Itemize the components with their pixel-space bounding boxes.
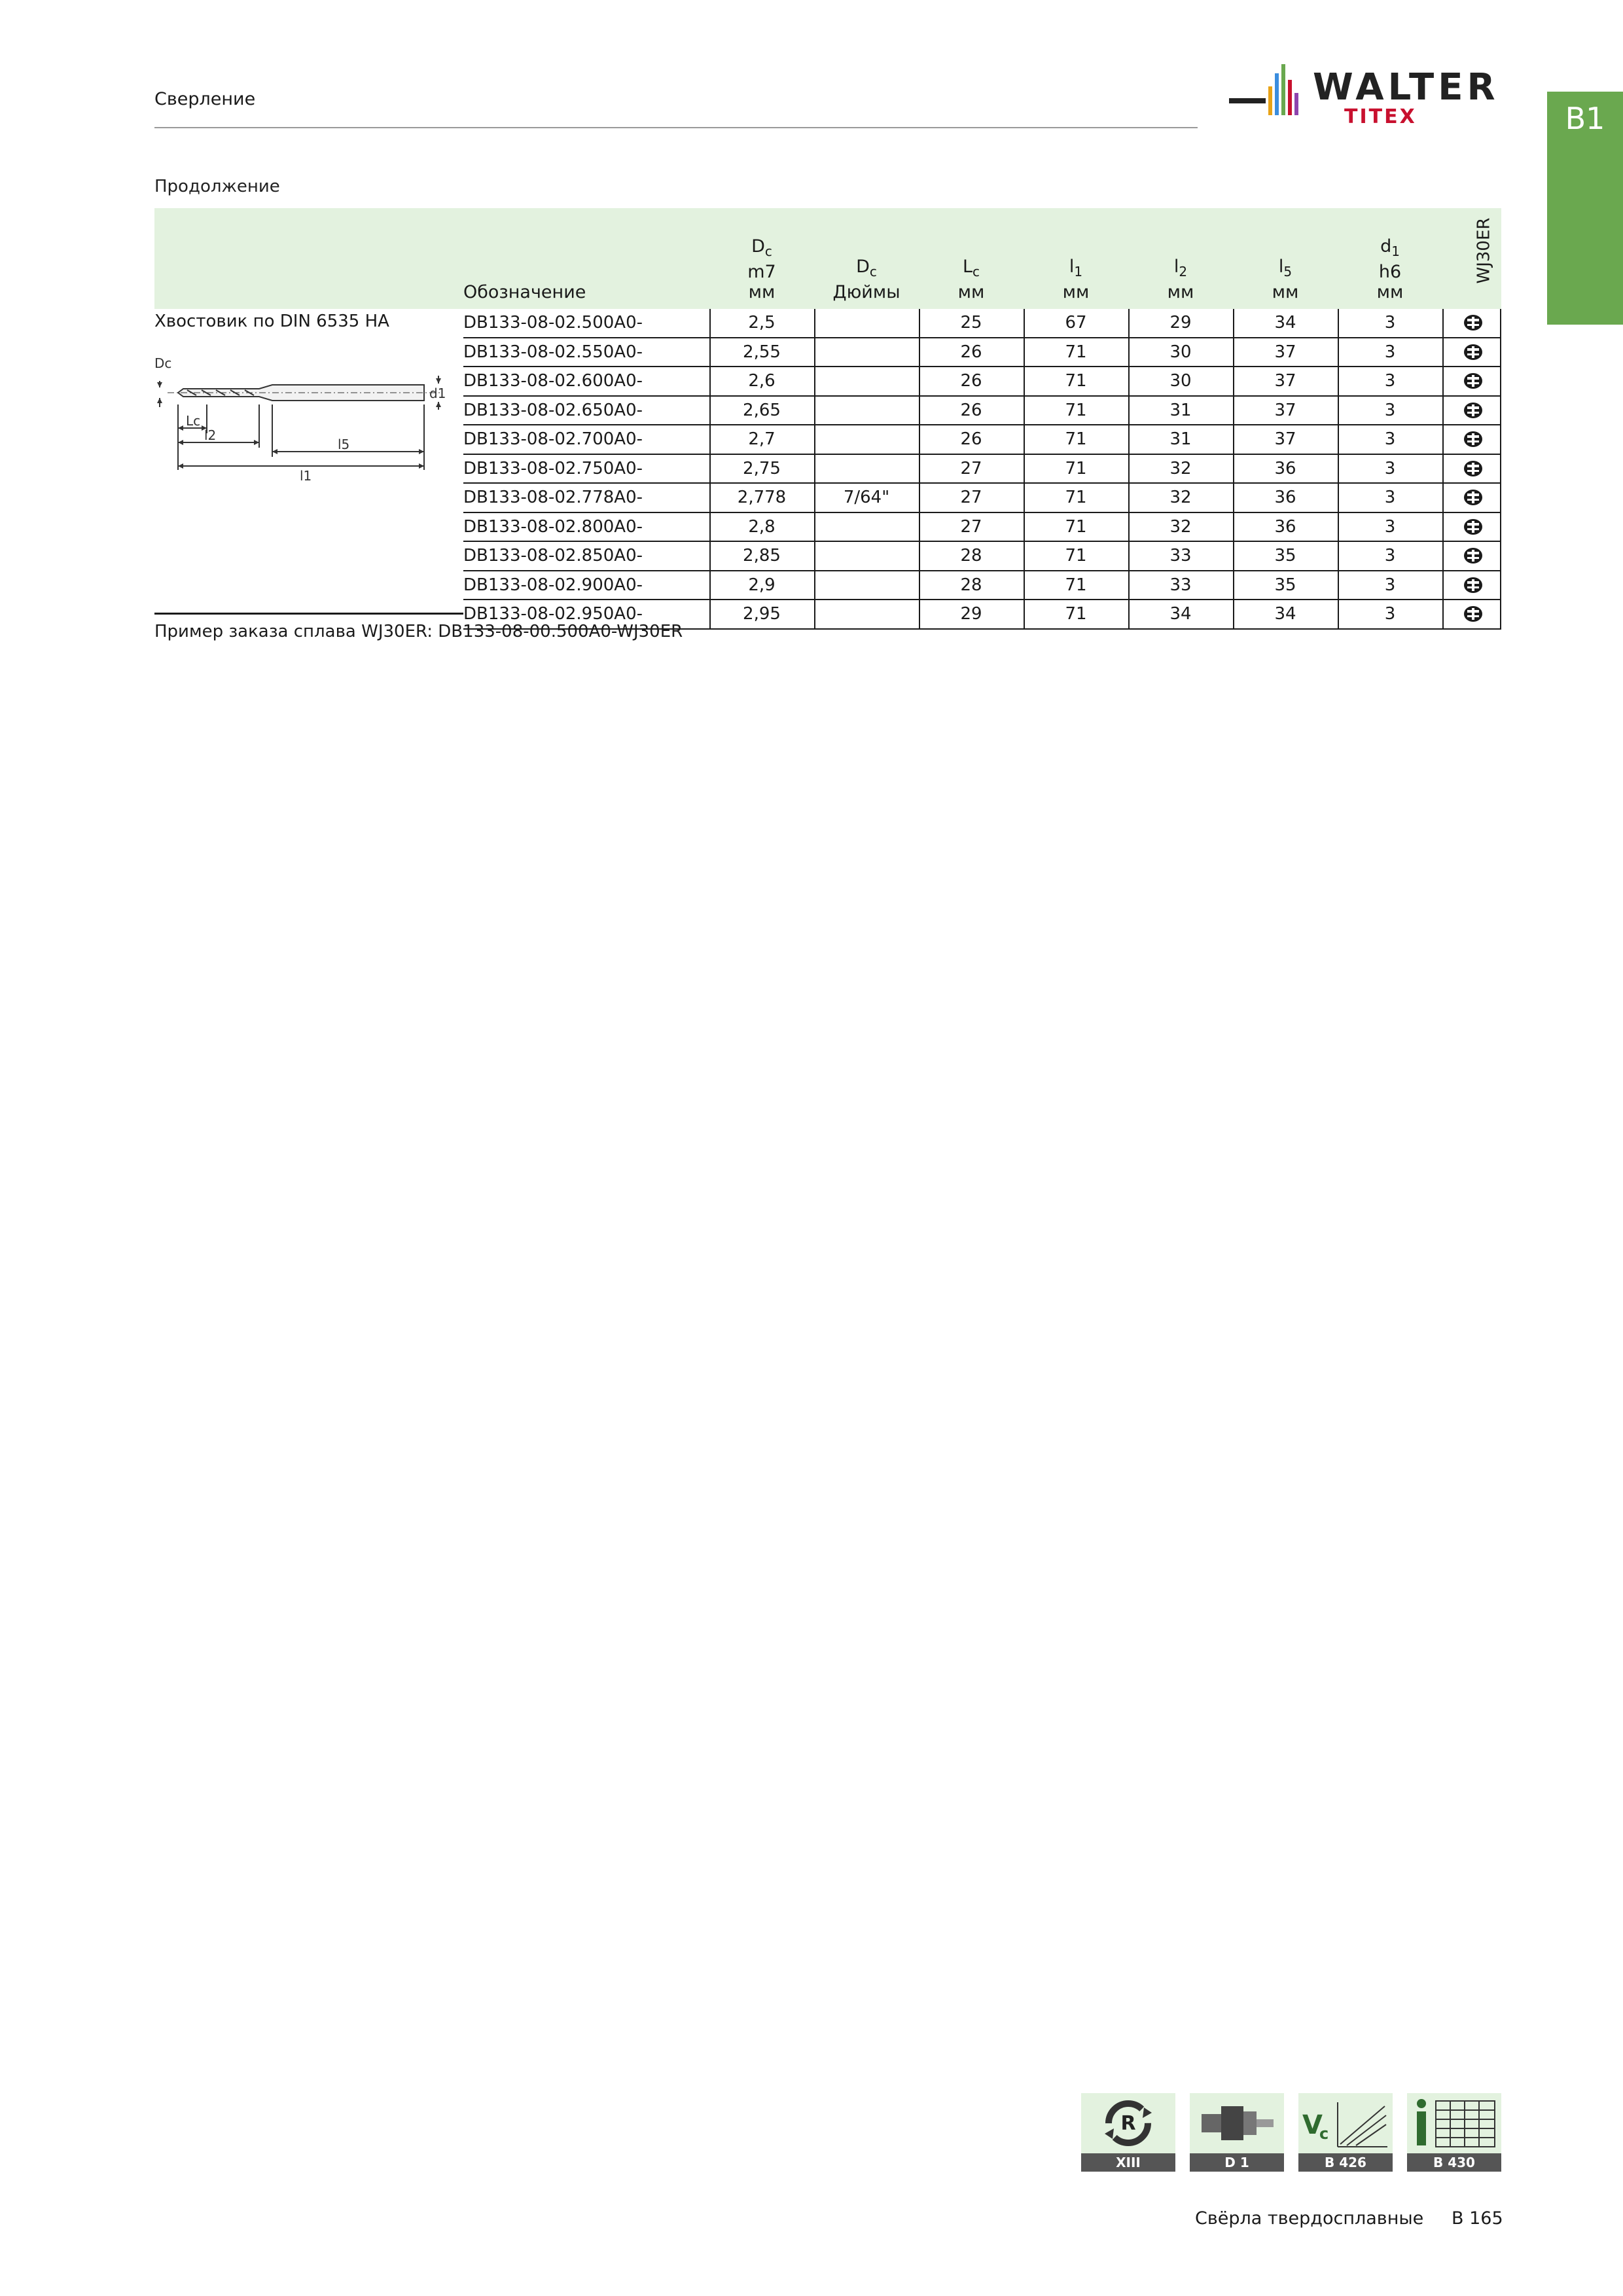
cell-d1: 3	[1384, 371, 1396, 391]
svg-text:V: V	[1302, 2110, 1323, 2140]
col-l1: $l_1$ мм	[1062, 257, 1090, 302]
table-header	[154, 208, 1501, 309]
column-divider	[1024, 484, 1025, 512]
page-number: B 165	[1452, 2208, 1503, 2229]
cell-designation: DB133-08-02.550A0-	[463, 342, 643, 362]
column-divider	[709, 367, 711, 395]
cell-d1: 3	[1384, 488, 1396, 507]
cell-l1: 71	[1065, 516, 1087, 537]
table-row	[463, 542, 1501, 571]
cell-l5: 36	[1274, 458, 1296, 478]
cell-d1: 3	[1384, 342, 1396, 362]
column-divider	[1442, 338, 1444, 367]
cell-dc-inch	[814, 309, 919, 337]
cell-dc: 2,8	[748, 516, 776, 537]
col-l5: $l_5$ мм	[1272, 257, 1299, 302]
column-divider	[814, 600, 815, 628]
grade-available-icon	[1463, 344, 1483, 361]
grade-available-icon	[1463, 605, 1483, 622]
col-designation: Обозначение	[463, 282, 586, 302]
cell-d1: 3	[1384, 546, 1396, 565]
table-row	[463, 367, 1501, 397]
cutting-speed-icon[interactable]	[1298, 2093, 1393, 2172]
column-divider	[709, 338, 711, 367]
cell-l2: 33	[1169, 546, 1192, 565]
cell-l2: 34	[1169, 604, 1192, 624]
column-divider	[1338, 338, 1339, 367]
cell-dc: 2,85	[743, 546, 781, 565]
column-divider	[1024, 425, 1025, 454]
cell-dc-inch	[814, 338, 919, 367]
cell-l1: 71	[1065, 429, 1087, 449]
drill-dimension-drawing	[154, 352, 455, 483]
column-divider	[1442, 455, 1444, 483]
cell-d1: 3	[1384, 575, 1396, 595]
column-divider	[1500, 484, 1501, 512]
cell-l2: 33	[1169, 575, 1192, 595]
cell-l2: 30	[1169, 371, 1192, 391]
column-divider	[919, 484, 920, 512]
info-table-icon[interactable]	[1407, 2093, 1501, 2172]
column-divider	[1442, 513, 1444, 541]
cell-l5: 34	[1274, 313, 1296, 332]
column-divider	[709, 571, 711, 600]
column-divider	[1233, 425, 1234, 454]
column-divider	[1024, 309, 1025, 337]
column-divider	[1233, 455, 1234, 483]
header-divider	[154, 127, 1198, 128]
order-example: Пример заказа сплава WJ30ER: DB133-08-00.500A0-WJ30ER	[154, 622, 683, 641]
column-divider	[1500, 513, 1501, 541]
column-divider	[1233, 397, 1234, 425]
col-dc-inch: $D_c$ Дюймы	[832, 257, 901, 302]
cell-l1: 71	[1065, 342, 1087, 362]
column-divider	[1024, 397, 1025, 425]
cell-l5: 37	[1274, 400, 1296, 420]
cell-lc: 25	[960, 313, 982, 332]
column-divider	[709, 513, 711, 541]
column-divider	[1128, 425, 1130, 454]
column-divider	[814, 513, 815, 541]
regrind-icon[interactable]	[1081, 2093, 1175, 2172]
column-divider	[1500, 367, 1501, 395]
column-divider	[1442, 542, 1444, 570]
cell-dc-inch: 7/64"	[843, 488, 890, 507]
logo-bars-icon	[1229, 60, 1314, 132]
cell-l1: 71	[1065, 604, 1087, 624]
column-divider	[919, 367, 920, 395]
column-divider	[1338, 455, 1339, 483]
cell-l2: 30	[1169, 342, 1192, 362]
table-bottom-rule	[154, 613, 463, 615]
column-divider	[814, 484, 815, 512]
cell-dc: 2,7	[748, 429, 776, 449]
column-divider	[1442, 484, 1444, 512]
cell-dc: 2,6	[748, 371, 776, 391]
table-row	[463, 484, 1501, 513]
column-divider	[1128, 484, 1130, 512]
drawing-label-d1: d1	[429, 386, 446, 401]
column-divider	[1128, 455, 1130, 483]
column-divider	[919, 513, 920, 541]
cell-dc: 2,75	[743, 458, 781, 478]
table-row	[463, 455, 1501, 484]
cell-dc-inch	[814, 367, 919, 395]
column-divider	[1500, 571, 1501, 600]
column-divider	[919, 338, 920, 367]
column-divider	[1233, 571, 1234, 600]
cell-d1: 3	[1384, 400, 1396, 420]
shank-label: Хвостовик по DIN 6535 HA	[154, 312, 389, 331]
column-divider	[1233, 309, 1234, 337]
cell-d1: 3	[1384, 313, 1396, 332]
col-lc: $L_c$ мм	[957, 257, 985, 302]
cell-designation: DB133-08-02.850A0-	[463, 546, 643, 565]
cell-designation: DB133-08-02.600A0-	[463, 371, 643, 391]
cell-l5: 36	[1274, 488, 1296, 507]
col-grade: WJ30ER	[1474, 217, 1494, 284]
cell-designation: DB133-08-02.778A0-	[463, 488, 643, 507]
cell-l5: 37	[1274, 342, 1296, 362]
grade-available-icon	[1463, 489, 1483, 506]
table-row	[463, 338, 1501, 368]
column-divider	[814, 571, 815, 600]
column-divider	[919, 542, 920, 570]
info-table-icon-label: B 430	[1407, 2153, 1501, 2172]
cell-dc: 2,5	[748, 313, 776, 332]
logo-wordmark: WALTER	[1313, 66, 1499, 109]
logo-subbrand: TITEX	[1344, 105, 1417, 128]
cell-l1: 71	[1065, 575, 1087, 595]
table-row	[463, 425, 1501, 455]
column-divider	[1338, 484, 1339, 512]
column-divider	[1500, 600, 1501, 628]
column-divider	[1024, 600, 1025, 628]
cell-dc: 2,95	[743, 604, 781, 624]
cell-l2: 31	[1169, 400, 1192, 420]
column-divider	[1442, 425, 1444, 454]
svg-text:c: c	[1319, 2125, 1329, 2143]
column-divider	[1233, 484, 1234, 512]
column-divider	[814, 338, 815, 367]
cell-lc: 26	[960, 371, 982, 391]
cell-dc-inch	[814, 542, 919, 570]
column-divider	[1500, 397, 1501, 425]
footer-title: Свёрла твердосплавные	[1195, 2208, 1424, 2229]
column-divider	[919, 425, 920, 454]
cell-lc: 28	[960, 575, 982, 595]
column-divider	[1128, 309, 1130, 337]
column-divider	[1128, 571, 1130, 600]
cell-l1: 71	[1065, 371, 1087, 391]
cell-l5: 37	[1274, 429, 1296, 449]
grade-available-icon	[1463, 314, 1483, 331]
column-divider	[1338, 542, 1339, 570]
cell-dc: 2,65	[743, 400, 781, 420]
table-row	[463, 513, 1501, 543]
column-divider	[709, 600, 711, 628]
cutting-speed-icon-label: B 426	[1298, 2153, 1393, 2172]
column-divider	[1500, 425, 1501, 454]
column-divider	[1233, 513, 1234, 541]
cell-lc: 26	[960, 342, 982, 362]
column-divider	[1442, 397, 1444, 425]
walter-titex-logo	[1229, 60, 1504, 132]
column-divider	[709, 542, 711, 570]
column-divider	[1024, 455, 1025, 483]
drawing-label-l1: l1	[300, 468, 312, 483]
cell-dc-inch	[814, 397, 919, 425]
table-row	[463, 309, 1501, 338]
svg-text:R: R	[1120, 2112, 1136, 2135]
cell-designation: DB133-08-02.950A0-	[463, 604, 643, 624]
column-divider	[1128, 338, 1130, 367]
grade-available-icon	[1463, 431, 1483, 448]
section-title: Сверление	[154, 89, 256, 109]
regrind-icon-label: XIII	[1081, 2153, 1175, 2172]
column-divider	[1128, 367, 1130, 395]
column-divider	[1024, 513, 1025, 541]
cell-d1: 3	[1384, 604, 1396, 624]
cell-dc-inch	[814, 513, 919, 541]
column-divider	[1024, 571, 1025, 600]
column-divider	[1024, 542, 1025, 570]
grade-available-icon	[1463, 577, 1483, 594]
cell-l1: 71	[1065, 546, 1087, 565]
cell-dc-inch	[814, 600, 919, 628]
tool-holder-icon[interactable]	[1190, 2093, 1284, 2172]
cell-l2: 32	[1169, 516, 1192, 537]
column-divider	[1128, 397, 1130, 425]
cell-l1: 71	[1065, 400, 1087, 420]
cell-l2: 32	[1169, 488, 1192, 507]
cell-l5: 37	[1274, 371, 1296, 391]
cell-dc: 2,778	[737, 488, 787, 507]
cell-d1: 3	[1384, 458, 1396, 478]
column-divider	[1500, 542, 1501, 570]
cell-l5: 36	[1274, 516, 1296, 537]
cell-l2: 32	[1169, 458, 1192, 478]
column-divider	[1442, 367, 1444, 395]
column-divider	[1338, 600, 1339, 628]
cell-l1: 67	[1065, 313, 1087, 332]
cell-dc: 2,55	[743, 342, 781, 362]
column-divider	[1500, 455, 1501, 483]
cell-designation: DB133-08-02.900A0-	[463, 575, 643, 595]
cell-dc-inch	[814, 455, 919, 483]
chapter-tab[interactable]	[1547, 92, 1623, 325]
col-d1: $d_1$ h6 мм	[1376, 236, 1404, 302]
column-divider	[814, 542, 815, 570]
column-divider	[1128, 600, 1130, 628]
column-divider	[814, 309, 815, 337]
col-dc-mm: $D_c$ m7 мм	[747, 236, 776, 302]
continued-label: Продолжение	[154, 177, 280, 196]
table-row	[463, 571, 1501, 601]
column-divider	[709, 397, 711, 425]
column-divider	[1338, 571, 1339, 600]
grade-available-icon	[1463, 547, 1483, 564]
cell-designation: DB133-08-02.700A0-	[463, 429, 643, 449]
drawing-label-l2: l2	[204, 427, 217, 443]
cell-l2: 31	[1169, 429, 1192, 449]
cell-lc: 26	[960, 429, 982, 449]
column-divider	[1024, 338, 1025, 367]
grade-available-icon	[1463, 460, 1483, 477]
cell-dc: 2,9	[748, 575, 776, 595]
drawing-label-dc: Dc	[154, 355, 172, 371]
column-divider	[1442, 600, 1444, 628]
col-l2: $l_2$ мм	[1167, 257, 1194, 302]
cell-lc: 27	[960, 458, 982, 478]
cell-designation: DB133-08-02.500A0-	[463, 313, 643, 332]
column-divider	[1338, 367, 1339, 395]
column-divider	[919, 309, 920, 337]
column-divider	[1338, 513, 1339, 541]
column-divider	[919, 397, 920, 425]
column-divider	[709, 484, 711, 512]
cell-l5: 35	[1274, 546, 1296, 565]
column-divider	[814, 367, 815, 395]
drawing-label-l5: l5	[338, 437, 350, 452]
column-divider	[814, 425, 815, 454]
column-divider	[814, 397, 815, 425]
cell-designation: DB133-08-02.650A0-	[463, 400, 643, 420]
column-divider	[1233, 338, 1234, 367]
column-divider	[919, 455, 920, 483]
chapter-tab-label: B1	[1565, 101, 1605, 136]
cell-d1: 3	[1384, 516, 1396, 537]
tool-holder-icon-label: D 1	[1190, 2153, 1284, 2172]
column-divider	[1500, 309, 1501, 337]
grade-available-icon	[1463, 518, 1483, 535]
column-divider	[1500, 338, 1501, 367]
column-divider	[1338, 397, 1339, 425]
column-divider	[1233, 600, 1234, 628]
column-divider	[1233, 367, 1234, 395]
column-divider	[709, 425, 711, 454]
cell-l5: 35	[1274, 575, 1296, 595]
column-divider	[1024, 367, 1025, 395]
cell-l2: 29	[1169, 313, 1192, 332]
grade-available-icon	[1463, 402, 1483, 419]
column-divider	[1233, 542, 1234, 570]
cell-dc-inch	[814, 425, 919, 454]
cell-l1: 71	[1065, 488, 1087, 507]
cell-lc: 26	[960, 400, 982, 420]
column-divider	[919, 600, 920, 628]
cell-lc: 29	[960, 604, 982, 624]
cell-lc: 27	[960, 516, 982, 537]
column-divider	[919, 571, 920, 600]
cell-dc-inch	[814, 571, 919, 600]
column-divider	[709, 309, 711, 337]
cell-l5: 34	[1274, 604, 1296, 624]
cell-lc: 27	[960, 488, 982, 507]
column-divider	[1338, 309, 1339, 337]
cell-d1: 3	[1384, 429, 1396, 449]
cell-designation: DB133-08-02.800A0-	[463, 516, 643, 537]
column-divider	[709, 455, 711, 483]
grade-available-icon	[1463, 372, 1483, 389]
product-table-body	[463, 309, 1501, 630]
column-divider	[1442, 309, 1444, 337]
column-divider	[1128, 513, 1130, 541]
drawing-label-lc: Lc	[186, 413, 201, 429]
column-divider	[1128, 542, 1130, 570]
cell-designation: DB133-08-02.750A0-	[463, 458, 643, 478]
column-divider	[814, 455, 815, 483]
column-divider	[1338, 425, 1339, 454]
column-divider	[1442, 571, 1444, 600]
cell-l1: 71	[1065, 458, 1087, 478]
table-row	[463, 397, 1501, 426]
cell-lc: 28	[960, 546, 982, 565]
